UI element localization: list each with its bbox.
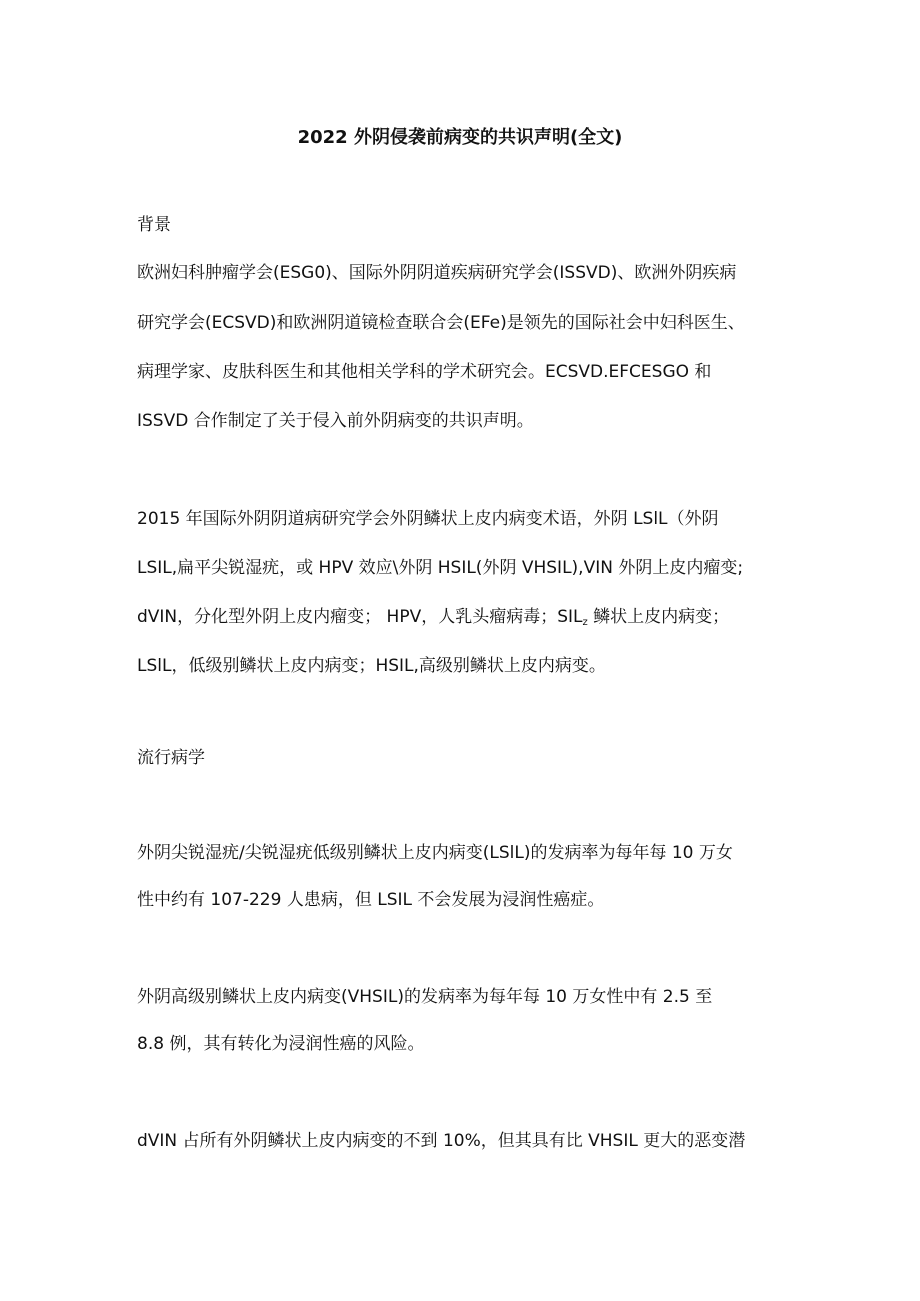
terms-line: LSlL，低级别鳞状上皮内病变；HSIL,高级别鳞状上皮内病变。 xyxy=(137,656,606,676)
terms-text: dVIN，分化型外阴上皮内瘤变； HPV，人乳头瘤病毒；SIL xyxy=(137,607,583,627)
paragraph-line: 外阴尖锐湿疣/尖锐湿疣低级别鳞状上皮内病变(LSlL)的发病率为每年每 10 万女 xyxy=(137,843,733,863)
subscript: z xyxy=(582,617,588,628)
paragraph-line: ISSVD 合作制定了关于侵入前外阴病变的共识声明。 xyxy=(137,411,534,431)
terms-line: LSIL,扁平尖锐湿疣，或 HPV 效应\外阴 HSIL(外阴 VHSIL),VIN 外阴上皮内瘤变; xyxy=(137,558,744,578)
document-title: 2022 外阴侵袭前病变的共识声明(全文) xyxy=(297,127,623,148)
paragraph-line: 外阴高级别鳞状上皮内病变(VHSIL)的发病率为每年每 10 万女性中有 2.5 至 xyxy=(137,987,713,1007)
section-heading-background: 背景 xyxy=(137,215,171,235)
paragraph-line: 性中约有 107-229 人患病，但 LSIL 不会发展为浸润性癌症。 xyxy=(137,890,605,910)
terms-line xyxy=(137,604,729,636)
terms-line: 2015 年国际外阴阴道病研究学会外阴鳞状上皮内病变术语，外阴 LSlL（外阴 xyxy=(137,509,719,529)
paragraph-line: dVIN 占所有外阴鳞状上皮内病变的不到 10%，但其具有比 VHSIL 更大的恶变潜 xyxy=(137,1131,746,1151)
paragraph-line: 病理学家、皮肤科医生和其他相关学科的学术研究会。ECSVD.EFCESGO 和 xyxy=(137,362,712,382)
paragraph-line: 8.8 例，其有转化为浸润性癌的风险。 xyxy=(137,1034,425,1054)
terms-text: 鳞状上皮内病变； xyxy=(587,607,730,627)
paragraph-line: 欧洲妇科肿瘤学会(ESG0)、国际外阴阴道疾病研究学会(ISSVD)、欧洲外阴疾病 xyxy=(137,263,737,283)
section-heading-epidemiology: 流行病学 xyxy=(137,748,205,768)
paragraph-line: 研究学会(ECSVD)和欧洲阴道镜检查联合会(EFe)是领先的国际社会中妇科医生、 xyxy=(137,313,745,333)
